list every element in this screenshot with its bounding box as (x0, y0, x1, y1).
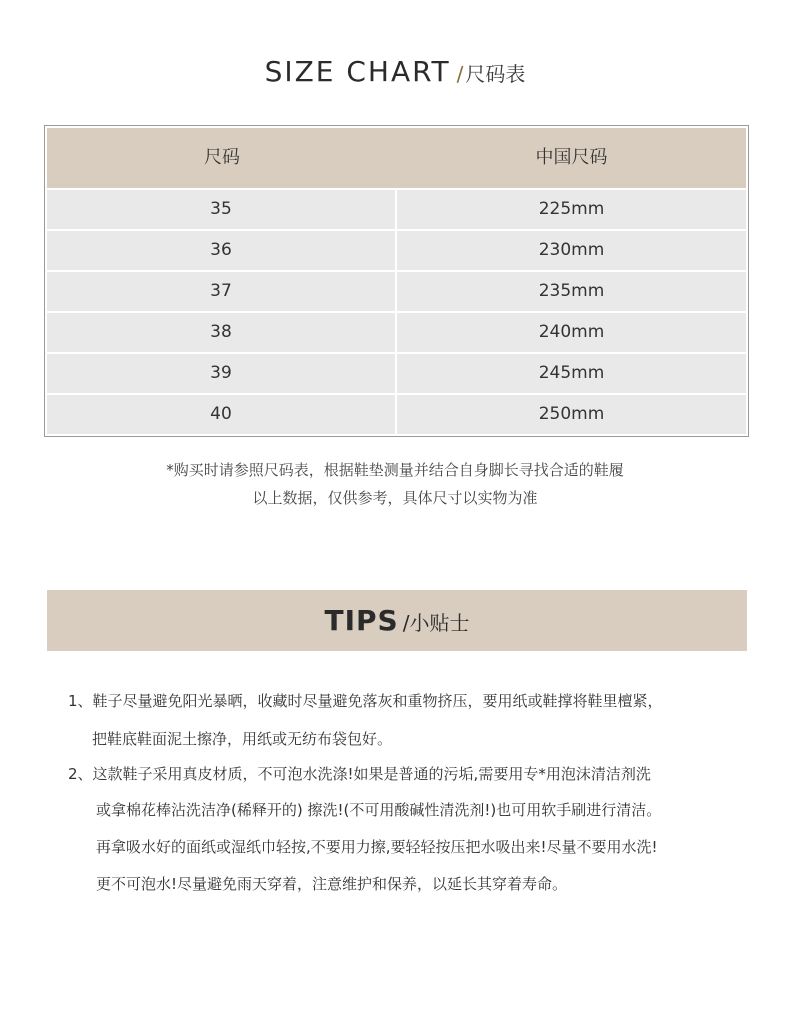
tip-line-6: 更不可泡水!尽量避免雨天穿着，注意维护和保养，以延长其穿着寿命。 (96, 875, 568, 893)
size-chart-title-en: SIZE CHART (264, 55, 451, 88)
size-table-header (47, 128, 746, 188)
china-size-cell: 230mm (397, 231, 746, 270)
tip-line-1: 1、鞋子尽量避免阳光暴晒，收藏时尽量避免落灰和重物挤压，要用纸或鞋撑将鞋里檀紧， (68, 692, 663, 710)
size-note-line-2: 以上数据，仅供参考，具体尺寸以实物为准 (252, 489, 538, 507)
table-row (47, 395, 746, 434)
table-row (47, 313, 746, 352)
size-note-line-1: *购买时请参照尺码表，根据鞋垫测量并结合自身脚长寻找合适的鞋履 (166, 461, 624, 479)
tip-line-2: 把鞋底鞋面泥土擦净，用纸或无纺布袋包好。 (92, 730, 393, 748)
table-row (47, 272, 746, 311)
china-size-cell: 245mm (397, 354, 746, 393)
tips-title-cn: 小贴士 (409, 611, 470, 635)
size-chart-title-slash: / (456, 62, 464, 86)
size-chart-title-cn: 尺码表 (465, 62, 526, 86)
size-cell: 37 (47, 272, 395, 311)
tips-title-en: TIPS (324, 604, 399, 637)
size-table-body (47, 190, 746, 436)
china-size-cell: 240mm (397, 313, 746, 352)
tip-line-4: 或拿棉花棒沾洗洁净(稀释开的) 擦洗!(不可用酸碱性清洗剂!)也可用软手刷进行清洁。 (96, 801, 662, 819)
table-row (47, 190, 746, 229)
size-cell: 39 (47, 354, 395, 393)
tip-line-3: 2、这款鞋子采用真皮材质，不可泡水洗涤!如果是普通的污垢,需要用专*用泡沫清洁剂洗 (68, 765, 651, 783)
size-table (44, 125, 749, 437)
table-row (47, 231, 746, 270)
size-chart-title (0, 50, 790, 94)
tip-line-5: 再拿吸水好的面纸或湿纸巾轻按,不要用力擦,要轻轻按压把水吸出来!尽量不要用水洗! (96, 838, 658, 856)
china-size-cell: 235mm (397, 272, 746, 311)
table-row (47, 354, 746, 393)
tips-title-bar (47, 590, 747, 651)
size-cell: 38 (47, 313, 395, 352)
tips-title-slash: / (402, 611, 410, 635)
size-cell: 40 (47, 395, 395, 434)
china-size-cell: 225mm (397, 190, 746, 229)
header-size: 尺码 (204, 147, 240, 168)
size-cell: 36 (47, 231, 395, 270)
header-china-size: 中国尺码 (535, 147, 608, 168)
size-cell: 35 (47, 190, 395, 229)
china-size-cell: 250mm (397, 395, 746, 434)
